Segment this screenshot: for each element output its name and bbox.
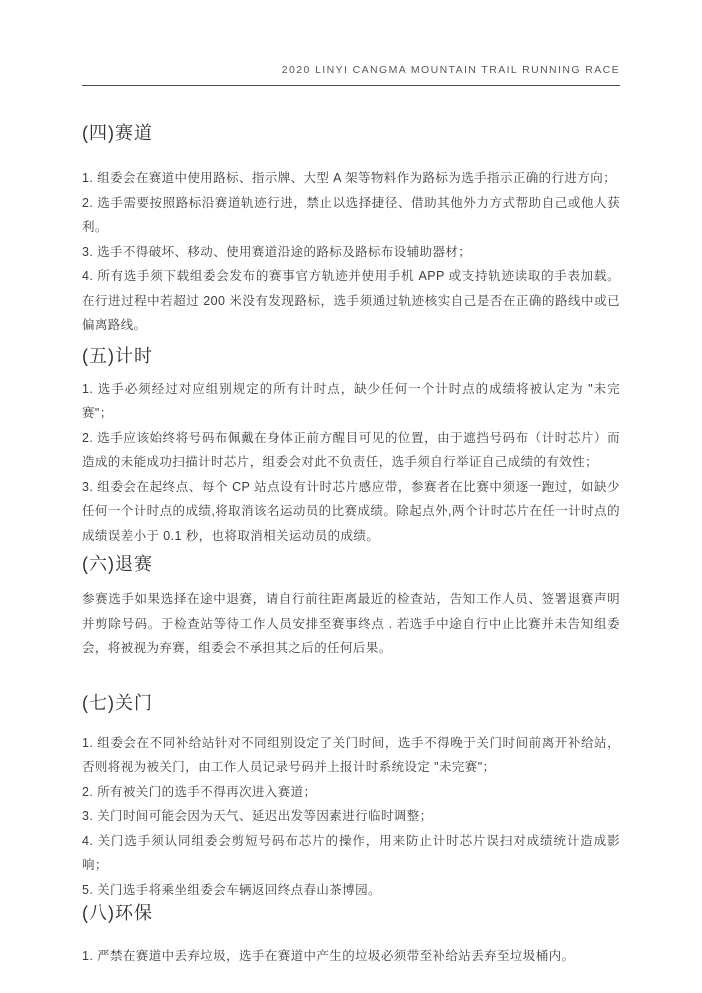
section-timing	[82, 346, 620, 549]
rule-item: 2. 选手应该始终将号码布佩戴在身体正前方醒目可见的位置，由于遮挡号码布（计时芯片）而造成的未能成功扫描计时芯片，组委会对此不负责任，选手须自行举证自己成绩的有效性；	[82, 430, 620, 469]
section-quit-content	[82, 587, 620, 661]
rule-item: 2. 所有被关门的选手不得再次进入赛道；	[82, 784, 317, 799]
rule-item: 4. 关门选手须认同组委会剪短号码布芯片的操作，用来防止计时芯片误扫对成绩统计造成影响；	[82, 833, 620, 872]
page-header	[82, 0, 620, 86]
section-eco-content	[82, 944, 620, 969]
rule-item: 2. 选手需要按照路标沿赛道轨迹行进，禁止以选择捷径、借助其他外力方式帮助自己或他人获利。	[82, 195, 620, 234]
rule-item: 4. 所有选手须下载组委会发布的赛事官方轨迹并使用手机 APP 或支持轨迹读取的手表加载。在行进过程中若超过 200 米没有发现路标，选手须通过轨迹核实自己是否在正确的路线中或已偏离路线。	[82, 269, 620, 332]
rule-item: 1. 严禁在赛道中丢弃垃圾，选手在赛道中产生的垃圾必须带至补给站丢弃至垃圾桶内。	[82, 949, 575, 963]
rule-item: 参赛选手如果选择在途中退赛，请自行前往距离最近的检查站，告知工作人员、签署退赛声明并剪除号码。于检查站等待工作人员安排至赛事终点 . 若选手中途自行中止比赛并未告知组委会，将被视为弃赛，组委会不承担其之后的任何后果。	[82, 592, 620, 655]
rule-item: 3. 关门时间可能会因为天气、延迟出发等因素进行临时调整；	[82, 809, 433, 823]
section-track	[82, 123, 620, 338]
rule-item: 5. 关门选手将乘坐组委会车辆返回终点春山茶博园。	[82, 882, 381, 897]
rule-item: 1. 组委会在赛道中使用路标、指示牌、大型 A 架等物料作为路标为选手指示正确的行进方向；	[82, 171, 616, 185]
document-body	[82, 123, 620, 969]
rule-item: 1. 组委会在不同补给站针对不同组别设定了关门时间，选手不得晚于关门时间前离开补给站，否则将视为被关门，由工作人员记录号码并上报计时系统设定 "未完赛"；	[82, 735, 620, 774]
section-cutoff-content	[82, 731, 620, 903]
section-cutoff-heading: (七)关门	[82, 692, 153, 713]
rule-item: 1. 选手必须经过对应组别规定的所有计时点，缺少任何一个计时点的成绩将被认定为 "未完赛"；	[82, 381, 620, 420]
section-eco-heading: (八)环保	[82, 903, 153, 923]
section-eco	[82, 903, 620, 969]
section-track-heading: (四)赛道	[82, 123, 153, 143]
section-timing-content	[82, 377, 620, 549]
section-track-content	[82, 166, 620, 338]
section-quit-heading: (六)退赛	[82, 554, 153, 574]
section-quit	[82, 554, 620, 661]
section-cutoff	[82, 693, 620, 903]
rule-item: 3. 组委会在起终点、每个 CP 站点设有计时芯片感应带，参赛者在比赛中须逐一跑过，如缺少任何一个计时点的成绩,将取消该名运动员的比赛成绩。除起点外,两个计时芯片在任一计时点的成绩误差小于 0.1 秒，也将取消相关运动员的成绩。	[82, 479, 620, 543]
section-timing-heading: (五)计时	[82, 345, 153, 366]
page-header-title: 2020 LINYI CANGMA MOUNTAIN TRAIL RUNNING RACE	[281, 64, 620, 76]
rule-item: 3. 选手不得破坏、移动、使用赛道沿途的路标及路标布设辅助器材；	[82, 244, 472, 259]
